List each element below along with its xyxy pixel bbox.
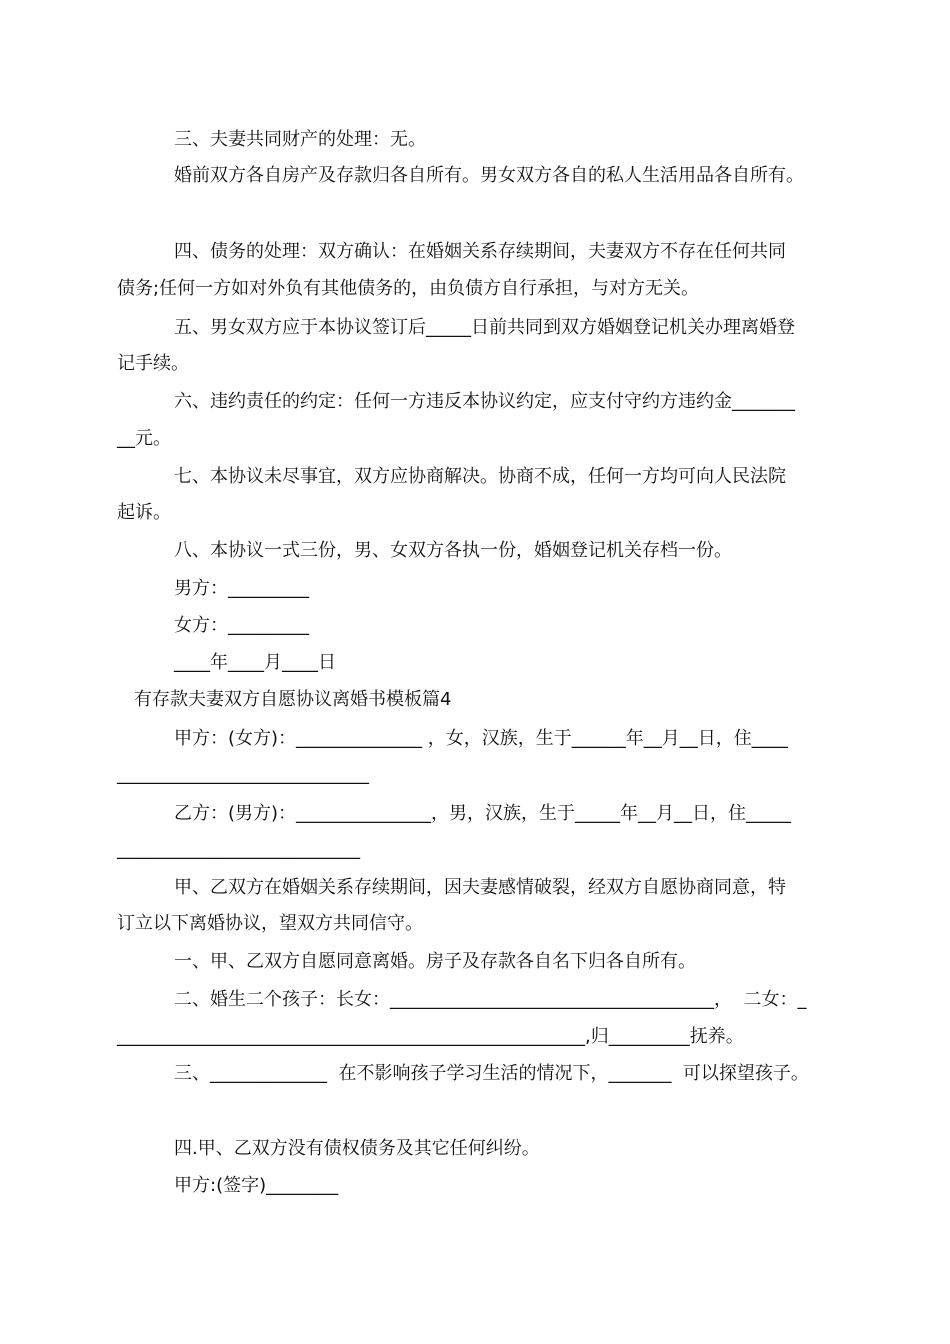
paragraph-line: 债务;任何一方如对外负有其他债务的，由负债方自行承担，与对方无关。 <box>117 278 700 299</box>
paragraph-line: 六、违约责任的约定：任何一方违反本协议约定，应支付守约方违约金_______ <box>174 391 795 412</box>
paragraph-line: 七、本协议未尽事宜，双方应协商解决。协商不成，任何一方均可向人民法院 <box>174 466 786 487</box>
paragraph-line: 乙方：(男方)：_______________，男，汉族，生于_____年__月__日，住_____ <box>174 803 792 824</box>
paragraph-line: 起诉。 <box>117 502 171 523</box>
paragraph-line: 八、本协议一式三份，男、女双方各执一份，婚姻登记机关存档一份。 <box>174 540 732 561</box>
paragraph-line: 记手续。 <box>117 353 189 374</box>
paragraph-line: 二、婚生二个孩子：长女：____________________________________， 二女：_ <box>174 989 807 1010</box>
section-title: 有存款夫妻双方自愿协议离婚书模板篇4 <box>134 689 452 710</box>
paragraph-line: 甲、乙双方在婚姻关系存续期间，因夫妻感情破裂，经双方自愿协商同意，特 <box>174 877 786 898</box>
paragraph-line: 订立以下离婚协议，望双方共同信守。 <box>117 913 423 934</box>
date-line: ____年____月____日 <box>174 652 336 673</box>
paragraph-line: 三、_____________ 在不影响孩子学习生活的情况下，_______ 可以探望孩子。 <box>174 1063 809 1084</box>
signature-line-male: 男方：_________ <box>174 578 309 599</box>
signature-line-party-a: 甲方:(签字)________ <box>174 1175 339 1196</box>
paragraph-line: ____________________________ <box>117 764 369 785</box>
paragraph-line: ___________________________ <box>117 839 360 860</box>
paragraph-line: 甲方：(女方)：______________ ，女，汉族，生于______年__月__日，住____ <box>174 728 788 749</box>
signature-line-female: 女方：_________ <box>174 615 309 636</box>
paragraph-line: 婚前双方各自房产及存款归各自所有。男女双方各自的私人生活用品各自所有。 <box>174 165 804 186</box>
paragraph-line: ____________________________________________________,归_________抚养。 <box>117 1026 744 1047</box>
paragraph-line: 一、甲、乙双方自愿同意离婚。房子及存款各自名下归各自所有。 <box>174 951 696 972</box>
paragraph-line: 四.甲、乙双方没有债权债务及其它任何纠纷。 <box>174 1138 540 1159</box>
paragraph-line: 四、债务的处理：双方确认：在婚姻关系存续期间，夫妻双方不存在任何共同 <box>174 241 786 262</box>
paragraph-line: 五、男女双方应于本协议签订后_____日前共同到双方婚姻登记机关办理离婚登 <box>174 317 795 338</box>
paragraph-line: 三、夫妻共同财产的处理：无。 <box>174 129 426 150</box>
paragraph-line: __元。 <box>117 428 171 449</box>
